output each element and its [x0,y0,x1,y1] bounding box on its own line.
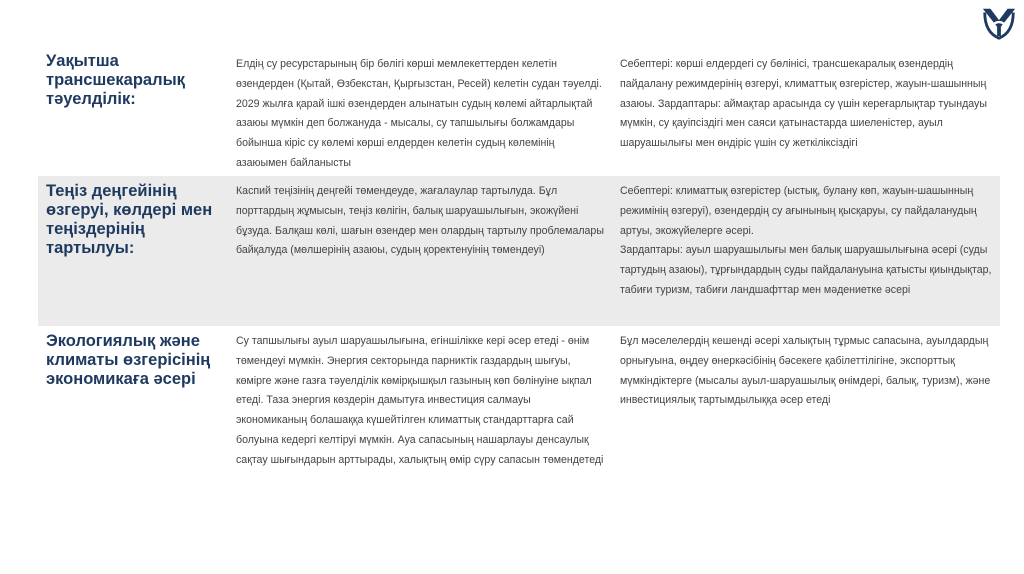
comparison-table [38,48,1000,506]
row-description: Каспий теңізінің деңгейі төмендеуде, жағалаулар тартылуда. Бұл порттардың жұмысын, теңіз көлігін, балық шаруашылығын, экожүйені бұзуда. Балқаш көлі, шағын өзендер мен олардың тартылу проблемалары байқалуда (мөлшерінің азаюы, судың қоректенуінің төмендеуі) [236,185,604,257]
causes-text: Себептері: көрші елдердегі су бөлінісі, трансшекаралық өзендердің пайдалану режимдерінің өзгеруі, климаттық өзгерістер, жауын-шашынның азаюы. Зардаптары: аймақтар арасында су үшін кереғарлықтар туындауы мүмкін, су қауіпсіздігі мен саяси қатынастарда шиеленістер, ауыл шаруашылығы мен өндіріс үшін су жеткіліксіздігі [620,58,987,150]
row-causes [612,326,1000,506]
row-causes [612,176,1000,326]
table-row-economy [38,326,1000,506]
row-title: Экологиялық және климаты өзгерісінің экономикаға әсері [46,332,211,388]
consequences-text: Зардаптары: ауыл шаруашылығы мен балық шаруашылығына әсері (суды тартудың азаюы), тұрғындардың суды пайдалануына қатысты қиындықтар, табиғи туризм, табиғи ландшафттар мен мәдениетке әсері [620,244,992,296]
table-row-transboundary [38,48,1000,176]
row-description: Елдің су ресурстарының бір бөлігі көрші мемлекеттерден келетін өзендерден (Қытай, Өзбекстан, Қырғызстан, Ресей) келетін судан тәуелді. 2029 жылға қарай ішкі өзендерден алынатын судың көлемі айтарлықтай азаюы мүмкін деп болжануда - мысалы, су тапшылығы болжамдары бойынша кіріс су көлемі көрші елдерден келетін судың көлемінің азаюымен байланысты [236,58,602,169]
causes-text: Себептері: климаттық өзгерістер (ыстық, булану көп, жауын-шашынның режимінің өзгеруі), өзендердің су ағынының қысқаруы, су пайдаланудың артуы, экожүйелерге әсері. [620,185,977,237]
row-title: Уақытша трансшекаралық тәуелділік: [46,52,185,108]
row-title: Теңіз деңгейінің өзгеруі, көлдері мен теңіздерінің тартылуы: [46,182,213,257]
row-description: Су тапшылығы ауыл шаруашылығына, егіншілікке кері әсер етеді - өнім төмендеуі мүмкін. Энергия секторында парниктік газдардың шығуы, көмірге және газға тәуелділік көмірқышқыл газының көп бөлінуіне ықпал етеді. Таза энергия көздерін дамытуға инвестиция салмауы экономиканың болашаққа күшейтілген климаттық стандарттарға сай болуына кедергі келтіруі мүмкін. Ауа сапасының нашарлауы денсаулық сақтау шығындарын арттырады, халықтың өмір сүру сапасын төмендетеді [236,335,604,466]
causes-text: Бұл мәселелердің кешенді әсері халықтың тұрмыс сапасына, ауылдардың орнығуына, өңдеу өнеркәсібінің бәсекеге қабілеттілігіне, экспорттық мүмкіндіктерге (мысалы ауыл-шаруашылық өнімдері, балық, туризм), және инвестициялық тартымдылыққа әсер етеді [620,335,991,407]
university-logo-icon [980,4,1018,42]
table-row-sea-level [38,176,1000,326]
row-causes [612,48,1000,176]
